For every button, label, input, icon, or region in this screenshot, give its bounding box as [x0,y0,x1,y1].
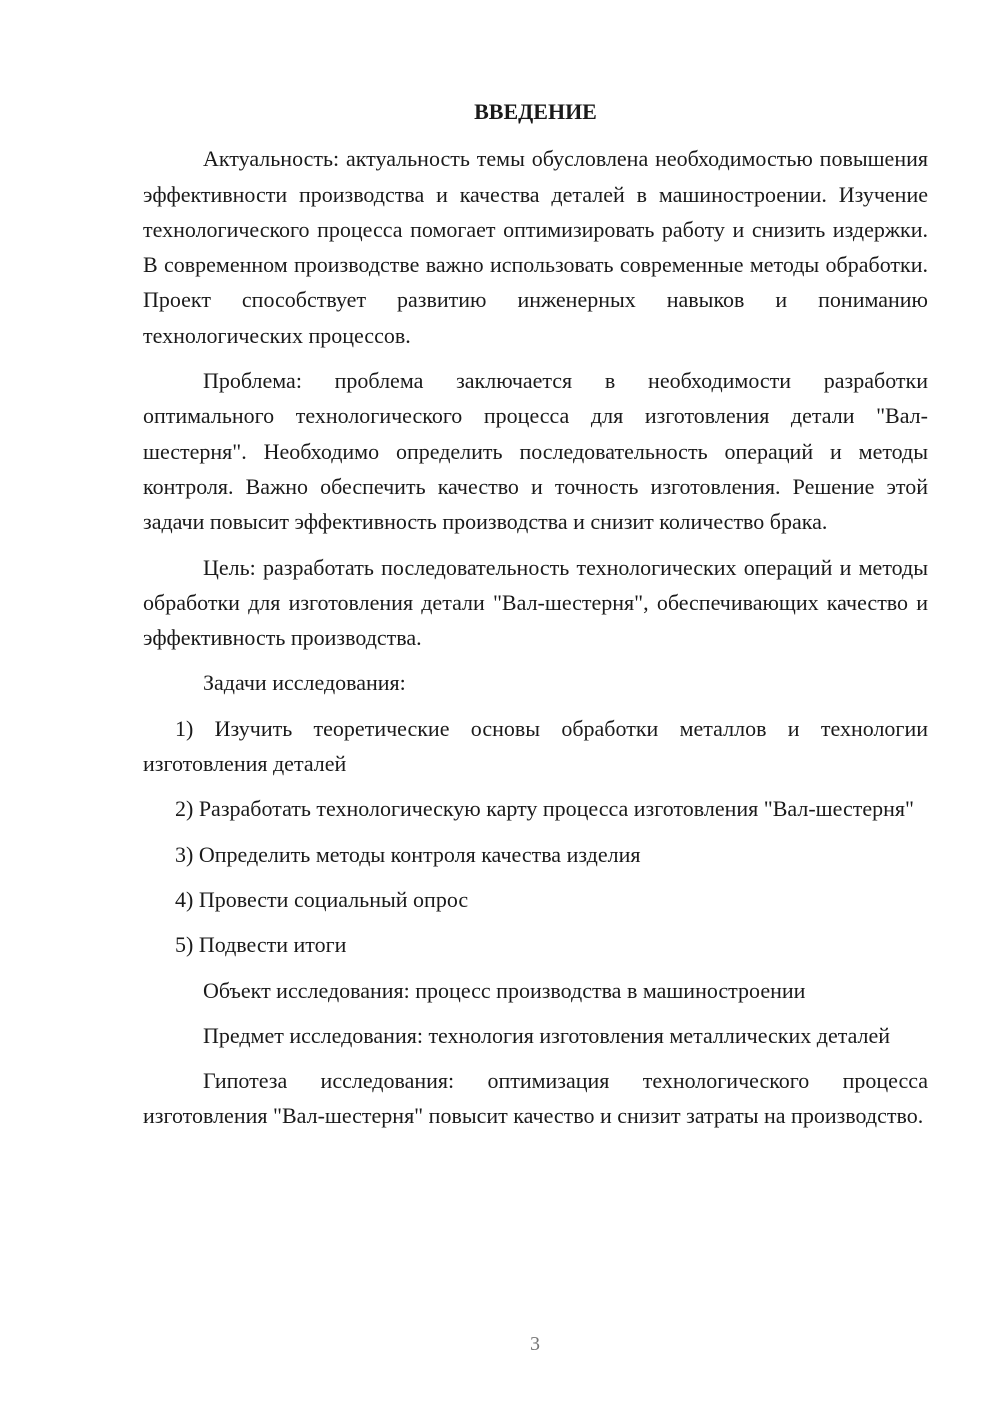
task-item-2: 2) Разработать технологическую карту процесса изготовления "Вал-шестерня" [175,796,914,822]
relevance-paragraph: Актуальность: актуальность темы обусловлена необходимостью повышения эффективности производства и качества деталей в машиностроении. Изучение технологического процесса помогает оптимизировать работу и снизить издержки. В современном производстве важно использовать современные методы обработки. Проект способствует развитию инженерных навыков и пониманию технологических процессов. [143,146,928,348]
goal-paragraph: Цель: разработать последовательность технологических операций и методы обработки для изготовления детали "Вал-шестерня", обеспечивающих качество и эффективность производства. [143,554,928,651]
object-paragraph: Объект исследования: процесс производства в машиностроении [203,977,806,1003]
tasks-heading: Задачи исследования: [203,670,406,696]
document-page [143,94,928,1144]
task-item-1: 1) Изучить теоретические основы обработки металлов и технологии изготовления деталей [143,715,928,777]
problem-paragraph: Проблема: проблема заключается в необходимости разработки оптимального технологического процесса для изготовления детали "Вал-шестерня". Необходимо определить последовательность операций и методы контроля. Важно обеспечить качество и точность изготовления. Решение этой задачи повысит эффективность производства и снизит количество брака. [143,368,928,535]
task-item-5: 5) Подвести итоги [175,932,347,958]
page-title: ВВЕДЕНИЕ [474,99,597,124]
task-item-3: 3) Определить методы контроля качества изделия [175,841,641,867]
task-item-4: 4) Провести социальный опрос [175,886,469,912]
hypothesis-paragraph: Гипотеза исследования: оптимизация технологического процесса изготовления "Вал-шестерня" повысит качество и снизит затраты на производство. [143,1068,928,1129]
subject-paragraph: Предмет исследования: технология изготовления металлических деталей [203,1022,891,1048]
page-number: 3 [530,1333,540,1355]
